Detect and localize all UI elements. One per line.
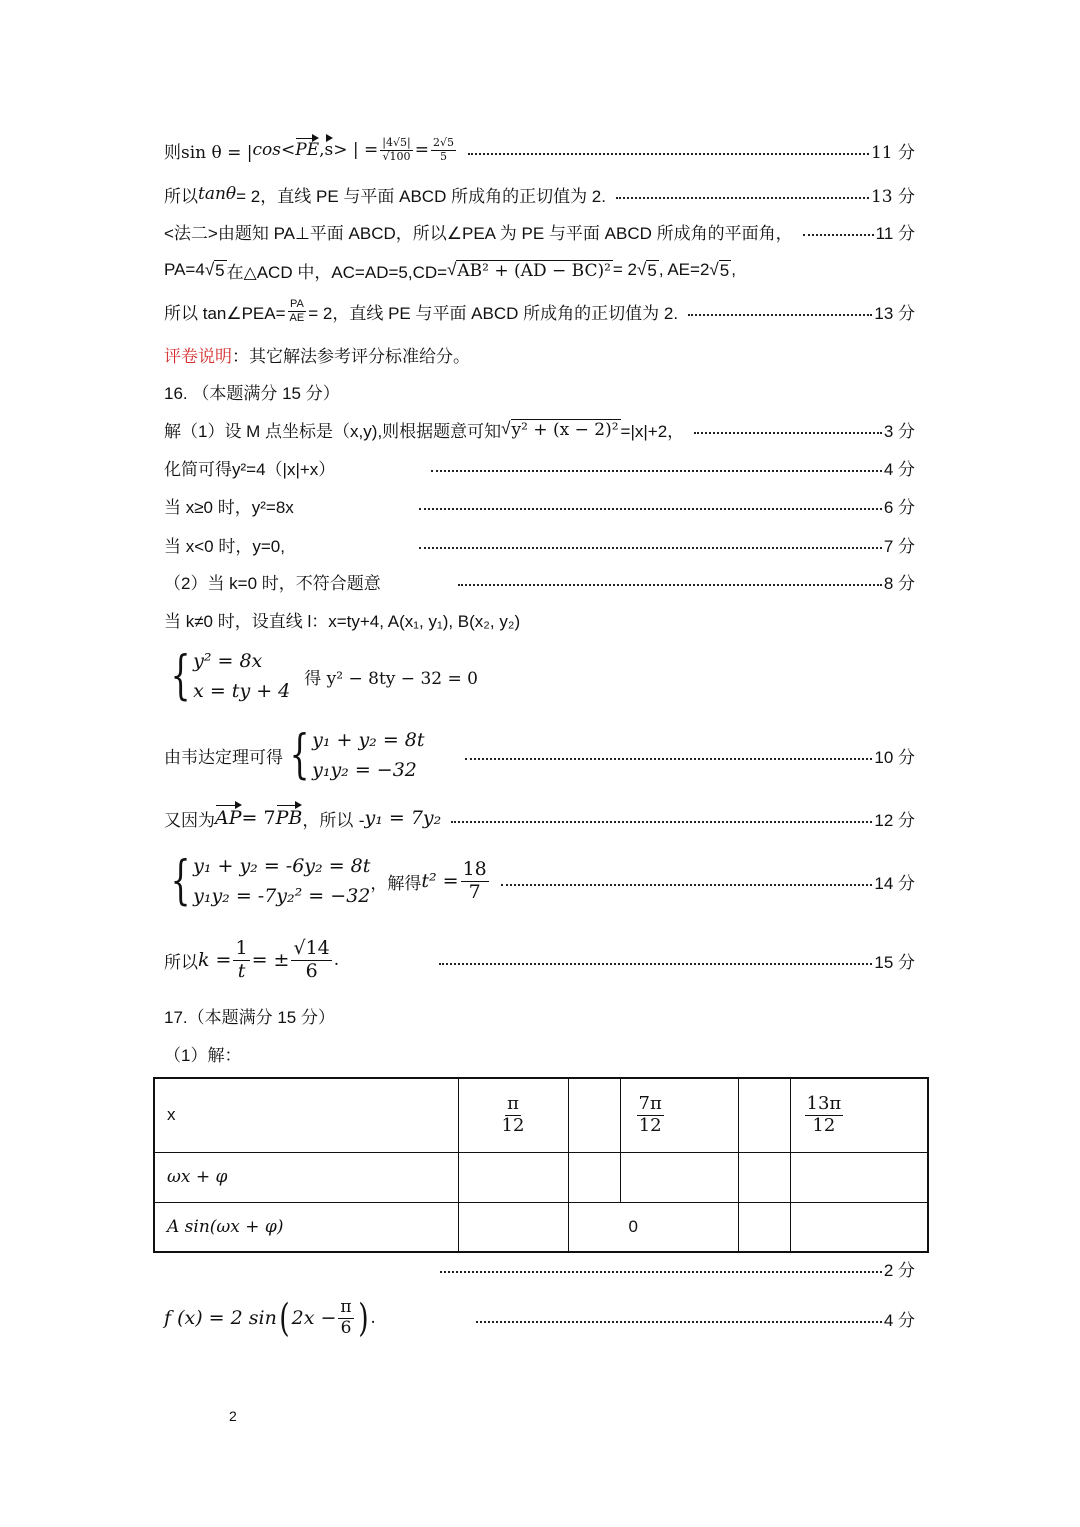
fraction-numerator: 18 [462,857,487,880]
grading-note-label: 评卷说明 [164,346,232,367]
q16-line-5 [164,567,915,595]
fraction-sqrt14 [291,938,331,983]
line-text: = 2，直线 PE 与平面 ABCD 所成角的正切值为 2. [236,186,606,206]
fraction-denominator: 5 [439,149,447,163]
answer-line-tan [164,180,915,208]
score-label: 14 分 [874,873,915,893]
q17-f-line [164,1294,915,1342]
score-label: 13 分 [874,303,915,323]
fraction-result [431,137,456,163]
score-label: 10 分 [874,747,915,767]
fraction-numerator: 7π [638,1093,662,1115]
dot-leader [439,963,872,965]
fraction-denominator: 12 [638,1114,662,1136]
table-cell [790,1152,928,1202]
dot-leader [431,470,882,472]
dot-leader [694,432,882,434]
line-end: . [333,950,340,970]
part-label: （1）解： [164,1045,242,1065]
line-text: ，解得 [370,873,422,894]
fraction-denominator: AE [289,311,305,324]
line-text: 当 x≥0 时，y²=8x [164,497,294,517]
fraction-pi-12 [500,1094,527,1136]
line-text: =|x|+2， [620,421,685,441]
table-cell [790,1078,928,1152]
gt-equals: > | = [333,140,379,160]
triangle-text: 在△ACD 中，AC=AD=5,CD= [226,262,448,282]
system-row: y² = 8x [193,649,263,672]
dot-leader [616,197,869,199]
table-cell [568,1078,620,1152]
table-cell [458,1202,568,1252]
table-cell-asin: A sin(ωx + φ) [154,1202,458,1252]
brace-icon: { [289,725,310,785]
ae-text: , AE=2 [658,260,710,279]
table-cell [458,1152,568,1202]
dot-leader [419,508,882,510]
dot-leader [458,584,882,586]
score-label: 15 分 [874,952,915,972]
q16-vieta-line [164,722,915,788]
fraction-t [461,859,489,904]
page-number: 2 [229,1408,237,1424]
score-label: 11 分 [875,223,915,243]
line-text: <法二>由题知 PA⊥平面 ABCD，所以∠PEA 为 PE 与平面 ABCD 所成角的平面角， [164,223,793,243]
fraction-denominator: √100 [382,149,411,163]
fraction-numerator: |4√5| [382,135,411,149]
line-end: , [731,260,736,279]
radical-sign: √ [709,260,719,279]
system-row: y₁y₂ = -7y₂² = −32 [193,885,371,907]
answer-line-method2 [164,217,915,245]
value-table [153,1077,929,1253]
score-label: 4 分 [883,1310,915,1330]
line-end: . [370,1308,376,1328]
grading-note-text: ：其它解法参考评分标准给分。 [232,346,470,367]
line-text: 得 y² − 8ty − 32 = 0 [304,668,478,689]
radical-sign: √ [501,419,511,438]
answer-line-sin [164,132,915,168]
fraction-numerator: 13π [806,1093,842,1115]
q16-vector-line [164,801,915,835]
line-prefix: 所以 tan∠PEA= [164,303,286,323]
equation-system [164,646,290,707]
question-title: 16. （本题满分 15 分） [164,383,340,403]
fraction-7pi-12 [637,1094,664,1136]
score-label: 8 分 [883,573,915,593]
table-row [154,1152,928,1202]
q16-system-3 [164,848,915,914]
right-paren: ) [357,1296,369,1340]
question-title: 17.（本题满分 15 分） [164,1007,335,1027]
equals-text: = 2 [612,260,638,279]
equation-system [283,725,425,786]
dot-leader [501,884,873,886]
q16-line-6 [164,605,915,633]
table-row [154,1078,928,1152]
system-rows [193,851,370,912]
score-label: 4 分 [883,459,915,479]
table-cell [738,1202,790,1252]
fraction-numerator: π [507,1093,519,1115]
f-inner: 2x − [291,1307,337,1329]
brace-icon: { [170,646,191,706]
brace-icon: { [170,851,191,911]
score-label: 2 分 [883,1260,915,1280]
table-cell-x: x [154,1078,458,1152]
line-prefix: 所以 [164,952,198,973]
comma: , [319,140,325,160]
table-cell-omega: ωx + φ [154,1152,458,1202]
dot-leader [465,758,873,760]
system-row: y₁ + y₂ = 8t [312,728,425,751]
vector-s: s [324,140,334,160]
line-text: （2）当 k=0 时，不符合题意 [164,573,381,593]
sin-theta-prefix: 则sin θ = | [164,142,253,163]
dot-leader [440,1271,882,1273]
fraction-denominator: t [237,959,246,982]
q16-k-line [164,930,915,990]
fraction-cos [380,137,412,163]
plus-minus: = ± [251,949,290,971]
equation-system [164,851,370,912]
score-label: 12 分 [874,810,915,830]
fraction-numerator: 1 [235,936,248,959]
line-text: = 2，直线 PE 与平面 ABCD 所成角的正切值为 2. [308,303,679,323]
q16-line-1 [164,413,915,445]
q17-part1 [164,1039,915,1067]
dot-leader [451,821,872,823]
q16-title [164,377,915,405]
score-label: 3 分 [883,421,915,441]
fraction-pa-ae [288,298,307,324]
dot-leader [688,314,872,316]
line-text: 当 x<0 时，y=0, [164,536,285,556]
q17-title [164,1001,915,1029]
line-text: 化简可得y²=4（|x|+x） [164,459,336,479]
line-prefix: 所以 [164,186,198,207]
q16-line-2 [164,453,915,481]
radicand: AB² + (AD − BC)² [457,260,611,281]
equals: = [414,140,429,160]
system-row: x = ty + 4 [193,680,291,702]
answer-line-pa [164,254,915,286]
table-row [154,1202,928,1252]
dot-leader [419,547,882,549]
fraction-numerator: √14 [293,936,330,959]
line-prefix: 解（1）设 M 点坐标是（x,y),则根据题意可知 [164,421,502,441]
grading-note [164,340,915,368]
radicand: 5 [215,260,225,280]
fraction-one-over-t [233,938,249,983]
dot-leader [476,1321,882,1323]
pa-value: PA=4 [164,260,205,279]
relation-text: y₁ = 7y₂ [364,807,442,829]
fraction-denominator: 6 [340,1317,352,1338]
table-cell [458,1078,568,1152]
fraction-denominator: 6 [305,959,318,982]
equals-text: = 7 [241,807,276,829]
system-row: y₁ + y₂ = -6y₂ = 8t [193,854,371,877]
table-cell [790,1202,928,1252]
radical-sign: √ [204,260,215,279]
score-label: 11 分 [870,142,915,163]
system-rows [312,725,424,786]
fraction-denominator: 7 [468,880,481,903]
table-cell [620,1152,738,1202]
vector-ap: AP [215,807,242,829]
line-prefix: 又因为 [164,810,215,831]
table-cell [620,1078,738,1152]
fraction-pi-6 [338,1298,353,1338]
fraction-numerator: π [340,1296,352,1317]
tan-theta: tanθ [198,184,237,204]
f-prefix: f (x) = 2 sin [164,1307,277,1329]
line-text: ，所以 - [302,810,365,831]
t-squared: t² = [421,870,459,892]
lt-symbol: < [281,140,296,160]
answer-line-tan-pea [164,292,915,330]
q16-line-3 [164,491,915,519]
cos-text: cos [252,140,282,160]
fraction-denominator: 12 [501,1114,525,1136]
score-label: 6 分 [883,497,915,517]
radicand: y² + (x − 2)² [511,419,619,440]
dot-leader [803,234,874,236]
table-cell [738,1152,790,1202]
radicand: 5 [647,260,657,280]
line-prefix: 由韦达定理可得 [164,747,283,768]
score-label: 13 分 [870,186,915,207]
q16-line-4 [164,530,915,558]
k-equals: k = [198,949,232,971]
vector-pb: PB [275,807,303,829]
radicand: 5 [719,260,730,280]
q16-system-1 [164,643,915,709]
radical-sign: √ [637,260,647,279]
line-text: 当 k≠0 时，设直线 l：x=ty+4, A(x₁, y₁), B(x₂, y₂) [164,611,521,631]
table-cell [738,1078,790,1152]
system-row: y₁y₂ = −32 [312,759,417,781]
table-cell [568,1152,620,1202]
left-paren: ( [279,1296,290,1340]
fraction-numerator: PA [289,297,304,310]
fraction-numerator: 2√5 [432,135,454,149]
dot-leader [468,153,869,155]
q17-score-line-a [440,1255,915,1281]
table-cell-zero: 0 [568,1202,738,1252]
vector-pe: PE [295,140,320,160]
fraction-denominator: 12 [812,1114,836,1136]
system-rows [193,646,290,707]
fraction-13pi-12 [805,1094,844,1136]
radical-sign: √ [447,260,457,279]
score-label: 7 分 [883,536,915,556]
